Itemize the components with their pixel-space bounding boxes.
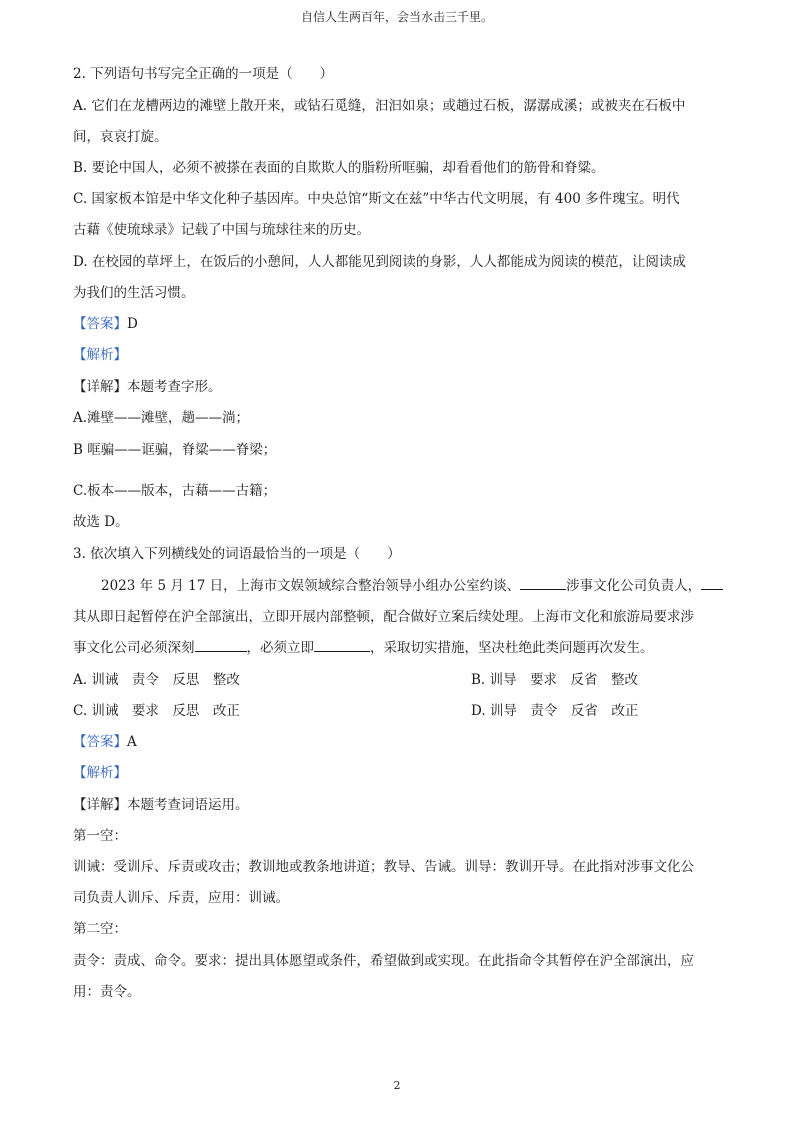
answer-tag: 【答案】 — [73, 316, 127, 332]
q2-option-a: A. 它们在龙槽两边的滩壁上散开来，或钻石觅缝，汩汩如泉；或趟过石板，潺潺成溪；或被夹在石板中 — [73, 98, 686, 114]
answer-value: D — [127, 316, 138, 332]
q2-option-c: C. 国家板本馆是中华文化种子基因库。中央总馆“斯文在兹”中华古代文明展，有 400 多件瑰宝。明代 — [73, 191, 680, 207]
q3-options-row-2 — [73, 701, 733, 721]
q2-option-b: B. 要论中国人，必须不被搽在表面的自欺欺人的脂粉所哐骗，却看看他们的筋骨和脊粱。 — [73, 160, 605, 176]
q3-blank2-explanation: 责令：责成、命令。要求：提出具体愿望或条件，希望做到或实现。在此指命令其暂停在沪全部演出，应 — [73, 953, 694, 969]
fill-blank-2 — [701, 576, 723, 590]
detail-tag: 【详解】 — [73, 797, 127, 813]
detail-tag: 【详解】 — [73, 379, 127, 395]
q2-option-d-cont: 为我们的生活习惯。 — [73, 285, 195, 301]
q2-fix-c: C.板本——版本，古藉——古籍； — [73, 483, 277, 499]
q3-analysis-tag: 【解析】 — [73, 765, 127, 781]
passage-text: 2023 年 5 月 17 日，上海市文娱领域综合整治领导小组办公室约谈、 — [101, 578, 521, 594]
q3-stem: 3. 依次填入下列横线处的词语最恰当的一项是（ ） — [73, 546, 401, 562]
q3-blank2-title: 第二空： — [73, 921, 127, 937]
q3-passage-line-3 — [73, 638, 733, 658]
q2-answer — [73, 314, 733, 334]
fill-blank-4 — [314, 638, 370, 652]
page-number: 2 — [393, 1079, 401, 1092]
q3-option-b: B. 训导 要求 反省 整改 — [471, 672, 639, 688]
q3-options-row-1 — [73, 670, 733, 690]
q3-blank2-explanation-cont: 用：责令。 — [73, 984, 141, 1000]
detail-text: 本题考查词语运用。 — [127, 797, 249, 813]
passage-text: 涉事文化公司负责人， — [566, 578, 702, 594]
q2-option-c-cont: 古藉《使琉球录》记载了中国与琉球往来的历史。 — [73, 222, 370, 238]
answer-tag: 【答案】 — [73, 734, 127, 750]
q2-conclusion: 故选 D。 — [73, 514, 129, 530]
q2-detail — [73, 377, 733, 397]
q3-passage-line-2: 其从即日起暂停在沪全部演出，立即开展内部整顿，配合做好立案后续处理。上海市文化和旅游局要求涉 — [73, 609, 694, 625]
q3-blank1-explanation-cont: 司负责人训斥、斥责，应用：训诫。 — [73, 890, 289, 906]
fill-blank-1 — [520, 576, 566, 590]
passage-text: 事文化公司必须深刻 — [73, 640, 195, 656]
q2-fix-a: A.滩壁——滩壁，趟——淌； — [73, 410, 250, 426]
detail-text: 本题考查字形。 — [127, 379, 222, 395]
answer-value: A — [127, 734, 137, 750]
q3-answer — [73, 732, 733, 752]
q2-option-d: D. 在校园的草坪上，在饭后的小憩间，人人都能见到阅读的身影，人人都能成为阅读的模范，让阅读成 — [73, 254, 686, 270]
fill-blank-3 — [195, 638, 247, 652]
q2-option-a-cont: 间，哀哀打旋。 — [73, 129, 168, 145]
page-header: 自信人生两百年，会当水击三千里。 — [300, 10, 493, 24]
q2-fix-b: B 哐骗——诓骗，脊粱——脊梁； — [73, 442, 277, 458]
q3-blank1-explanation: 训诫：受训斥、斥责或攻击；教训地或教条地讲道；教导、告诫。训导：教训开导。在此指对涉事文化公 — [73, 859, 694, 875]
q3-blank1-title: 第一空： — [73, 828, 127, 844]
q3-option-c: C. 训诫 要求 反思 改正 — [73, 703, 240, 719]
q2-stem: 2. 下列语句书写完全正确的一项是（ ） — [73, 66, 334, 82]
q3-option-a: A. 训诫 责令 反思 整改 — [73, 672, 240, 688]
q2-analysis-tag: 【解析】 — [73, 347, 127, 363]
passage-text: ，采取切实措施，坚决杜绝此类问题再次发生。 — [370, 640, 654, 656]
q3-passage-line-1 — [101, 576, 733, 596]
passage-text: ，必须立即 — [246, 640, 314, 656]
q3-detail — [73, 795, 733, 815]
q3-option-d: D. 训导 责令 反省 改正 — [471, 703, 639, 719]
